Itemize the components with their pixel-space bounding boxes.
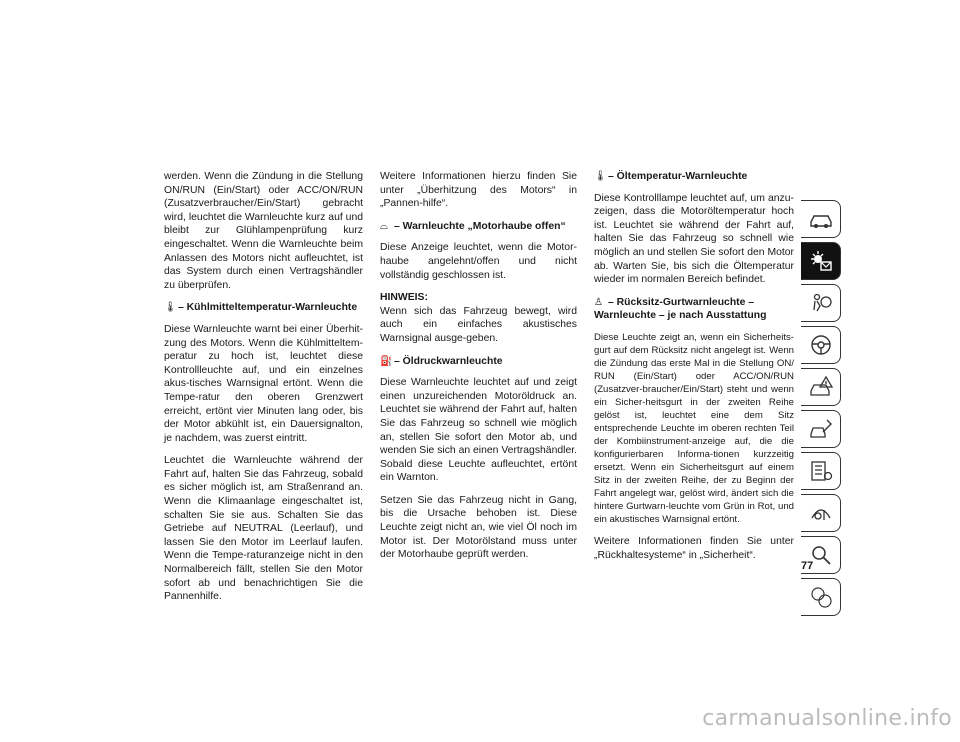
coolant-temperature-icon: 🌡 [164, 302, 177, 314]
text-column-left [164, 170, 363, 613]
hood-open-icon: ⌓ [380, 220, 388, 232]
section-heading-coolant: 🌡– Kühlmitteltemperatur-Warnleuchte [164, 302, 358, 314]
note-label: HINWEIS: [380, 292, 428, 304]
multimedia-icon [808, 500, 834, 526]
steering-wheel-tab[interactable] [801, 326, 841, 364]
watermark: carmanualsonline.info [702, 706, 952, 731]
car-icon [808, 206, 834, 232]
paragraph: Weitere Informationen hierzu finden Sie unter „Überhitzung des Motors“ in „Pannen-hilfe“. [380, 171, 577, 210]
paragraph: Diese Warnleuchte leuchtet auf und zeigt einen unzureichenden Motoröldruck an. Leuchtet sie während der Fahrt auf, halten Sie das Fahrzeug so schnell wie möglich an, stellen Sie sofort den Motor ab, und wenden Sie sich an einen Vertragshändler. Sobald diese Leuchte aufleuchtet, ertönt ein Warnton. [380, 377, 577, 484]
paragraph: werden. Wenn die Zündung in die Stellung ON/RUN (Ein/Start) oder ACC/ON/RUN (Zusatzverbraucher/Ein/Start) gebracht wird, leuchtet die Warnleuchte kurz auf und bleibt zur Glühlampenprüfung kurz eingeschaltet. Wenn die Warnleuchte beim Anlassen des Motors nicht aufleuchtet, ist das System durch einen Vertragshändler zu überprüfen. [164, 171, 363, 291]
airbag-icon [808, 290, 834, 316]
paragraph: Diese Leuchte zeigt an, wenn ein Sicherheits-gurt auf dem Rücksitz nicht angelegt ist. Wenn die Zündung das erste Mal in die Stellung ON/ RUN (Ein/Start) oder ACC/ON/RUN (Zusatzver-braucher/Ein/Start) steht und wenn ein Sicher-heitsgurt in der zweiten Reihe gelöst ist, leuchtet eine dem Sitz entsprechende Leuchte im oberen rechten Teil der Kombiinstrument-anzeige auf, die die konfigurierbaren Informa-tionen kurzzeitig ersetzt. Wenn ein Sicherheitsgurt auf einem Sitz in der zweiten Reihe, der zu Beginn der Fahrt angelegt war, gelöst wird, ändert sich die hintere Gurtwarn-leuchte vom Grün in Rot, und ein akustisches Warnsignal ertönt. [594, 331, 794, 525]
text-column-middle [380, 170, 577, 571]
paragraph: Setzen Sie das Fahrzeug nicht in Gang, bis die Ursache behoben ist. Diese Leuchte zeigt nicht an, wie viel Öl noch im Motor ist. Der Motorölstand muss unter der Motorhaube geprüft werden. [380, 494, 577, 561]
languages-icon [808, 584, 834, 610]
text-column-right [594, 170, 794, 571]
languages-tab[interactable] [801, 578, 841, 616]
multimedia-tab[interactable] [801, 494, 841, 532]
breakdown-car-icon [808, 374, 834, 400]
rear-seatbelt-icon: ♙ [594, 296, 603, 308]
page-number: 77 [801, 560, 814, 572]
section-heading-oil-pressure: ⛽ – Öldruckwarnleuchte [380, 355, 503, 367]
section-heading-oil-temperature: 🌡– Öltemperatur-Warnleuchte [594, 171, 748, 182]
paragraph: Diese Anzeige leuchtet, wenn die Motor-haube angelehnt/offen und nicht vollständig geschlossen ist. [380, 242, 577, 281]
paragraph: Diese Kontrolllampe leuchtet auf, um anzu-zeigen, dass die Motoröltemperatur hoch ist. Leuchtet sie während der Fahrt auf, halten Sie das Fahrzeug so schnell wie möglich an und stellen Sie sofort den Motor ab. Warten Sie, bis sich die Öltemperatur wieder im normalen Bereich befindet. [594, 192, 794, 286]
oil-temperature-icon: 🌡 [594, 171, 607, 182]
paragraph: Leuchtet die Warnleuchte während der Fahrt auf, halten Sie das Fahrzeug, sobald es sicher möglich ist, am Straßenrand an. Wenn die Klimaanlage eingeschaltet ist, schalten Sie sie aus. Schalten Sie das Getriebe auf NEUTRAL (Leerlauf), und lassen Sie den Motor im Leerlauf laufen. Wenn die Tempe-raturanzeige nicht in den Normalbereich fällt, stellen Sie den Motor sofort ab und benachrichtigen Sie die Pannenhilfe. [164, 455, 363, 603]
specifications-icon [808, 458, 834, 484]
car-overview-tab[interactable] [801, 200, 841, 238]
breakdown-tab[interactable] [801, 368, 841, 406]
dashboard-lights-tab[interactable] [801, 242, 841, 280]
chapter-tabs [801, 200, 841, 620]
oil-can-icon: ⛽ [380, 355, 393, 367]
specifications-tab[interactable] [801, 452, 841, 490]
note [380, 291, 577, 345]
section-heading-hood: ⌓ – Warnleuchte „Motorhaube offen“ [380, 220, 566, 232]
paragraph: Diese Warnleuchte warnt bei einer Überhit-zung des Motors. Wenn die Kühlmitteltem-peratur zu hoch ist, leuchtet diese Kontrollleuchte auf, und ein einzelnes akus-tisches Warnsignal ertönt. Wenn die Tempe-ratur den oberen Grenzwert erreicht, ertönt vier Minuten lang oder, bis der Motor abkühlt ist, ein Dauersignalton, je nachdem, was zuerst eintritt. [164, 323, 363, 444]
warning-light-icon [808, 248, 834, 274]
service-car-icon [808, 416, 834, 442]
service-tab[interactable] [801, 410, 841, 448]
section-heading-seatbelt: ♙ – Rücksitz-Gurtwarnleuchte – Warnleuchte – je nach Ausstattung [594, 296, 767, 322]
steering-wheel-icon [808, 332, 834, 358]
safety-airbag-tab[interactable] [801, 284, 841, 322]
paragraph: Weitere Informationen finden Sie unter „Rückhaltesysteme“ in „Sicherheit“. [594, 535, 794, 561]
note-text: Wenn sich das Fahrzeug bewegt, wird auch ein einfaches akustisches Warnsignal ausge-geben. [380, 305, 577, 344]
